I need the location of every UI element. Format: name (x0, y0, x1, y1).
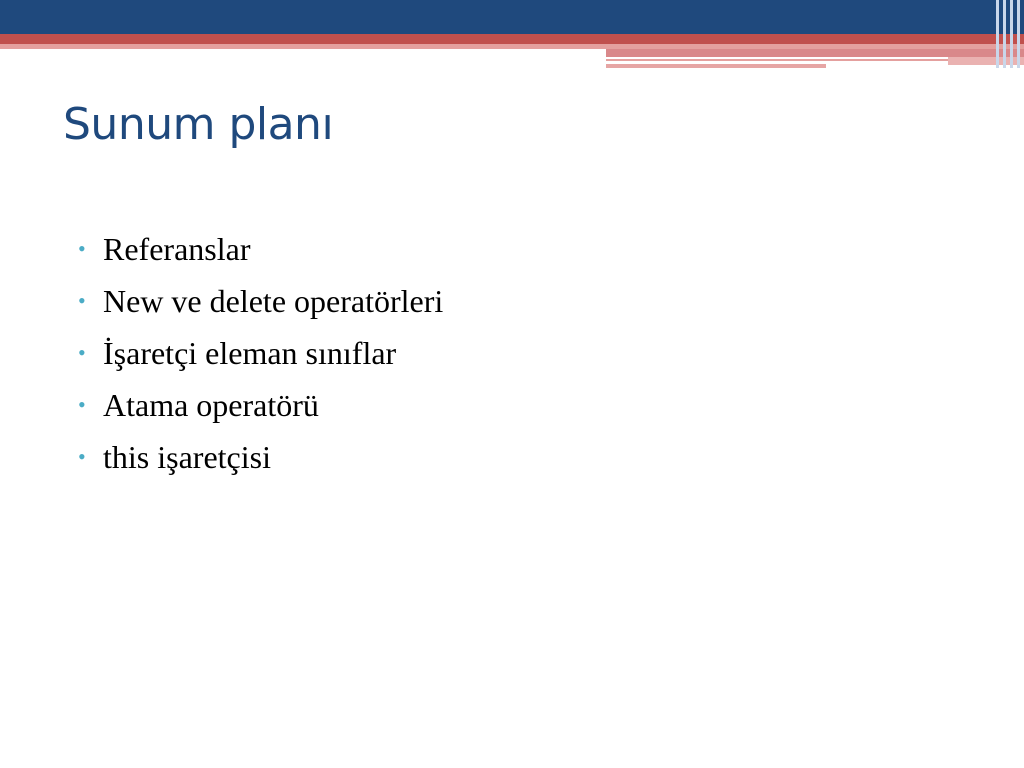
bullet-item (78, 431, 443, 483)
header-vertical-stripe (1010, 0, 1013, 68)
header-vertical-stripe (1003, 0, 1006, 68)
header-accent-block (606, 49, 1024, 57)
bullet-text: this işaretçisi (103, 438, 271, 475)
header-vertical-stripe (1017, 0, 1020, 68)
bullet-item (78, 379, 443, 431)
bullet-text: New ve delete operatörleri (103, 282, 444, 319)
header-band-blue (0, 0, 1024, 34)
bullet-list (78, 223, 443, 483)
bullet-item (78, 223, 443, 275)
slide-title: Sunum planı (63, 99, 334, 150)
bullet-icon: • (78, 444, 86, 469)
bullet-icon: • (78, 340, 86, 365)
bullet-text: İşaretçi eleman sınıflar (103, 334, 397, 371)
bullet-item (78, 275, 443, 327)
header-vertical-stripe (996, 0, 999, 68)
header-accent-line-lower (606, 64, 826, 68)
bullet-icon: • (78, 236, 86, 261)
bullet-item (78, 327, 443, 379)
header-accent-line (606, 59, 948, 61)
header-band-red (0, 34, 1024, 44)
bullet-icon: • (78, 288, 86, 313)
bullet-icon: • (78, 392, 86, 417)
bullet-text: Atama operatörü (103, 386, 319, 423)
bullet-text: Referanslar (103, 230, 251, 267)
